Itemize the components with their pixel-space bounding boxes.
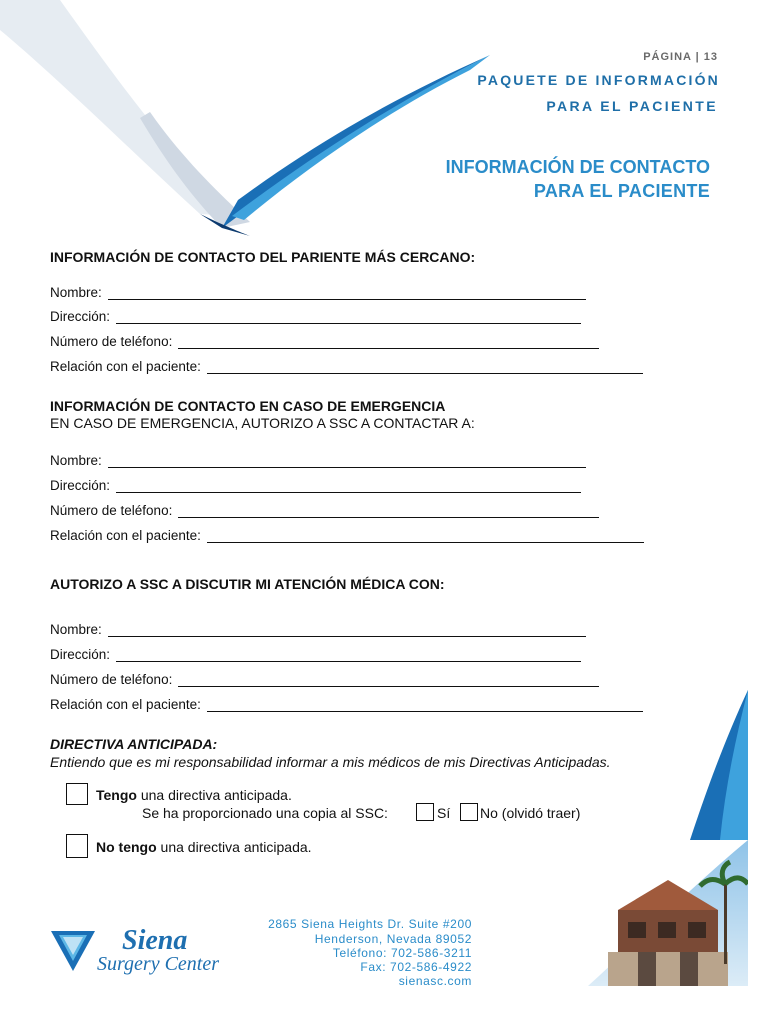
- copy-no-checkbox[interactable]: [460, 803, 478, 821]
- siena-logo-icon: [49, 925, 99, 975]
- no-directive-bold: No tengo: [96, 839, 157, 855]
- emergency-phone-label: Número de teléfono:: [50, 503, 173, 518]
- logo-name: Siena: [122, 925, 188, 956]
- advance-directive-heading: DIRECTIVA ANTICIPADA:: [50, 736, 218, 752]
- kin-relation-label: Relación con el paciente:: [50, 359, 201, 374]
- kin-address-label: Dirección:: [50, 309, 111, 324]
- advance-directive-statement: Entiendo que es mi responsabilidad informar a mis médicos de mis Directivas Anticipadas.: [50, 754, 611, 770]
- discuss-address-label: Dirección:: [50, 647, 111, 662]
- footer-website[interactable]: sienasc.com: [398, 974, 472, 988]
- kin-relation-field[interactable]: [207, 360, 643, 374]
- discuss-name-row: [50, 619, 586, 637]
- no-directive-checkbox[interactable]: [66, 834, 88, 858]
- have-directive-option: [96, 787, 292, 803]
- copy-provided-question: Se ha proporcionado una copia al SSC:: [142, 805, 388, 821]
- discuss-relation-field[interactable]: [207, 698, 643, 712]
- kin-phone-row: [50, 331, 599, 349]
- kin-relation-row: [50, 356, 643, 374]
- packet-title-line2: PARA EL PACIENTE: [546, 98, 718, 114]
- form-title-line1: INFORMACIÓN DE CONTACTO: [445, 157, 710, 177]
- emergency-name-label: Nombre:: [50, 453, 102, 468]
- discuss-address-field[interactable]: [116, 648, 581, 662]
- footer-address-line1: 2865 Siena Heights Dr. Suite #200: [268, 917, 472, 931]
- next-of-kin-heading: INFORMACIÓN DE CONTACTO DEL PARIENTE MÁS CERCANO:: [50, 249, 476, 265]
- kin-address-row: [50, 306, 581, 324]
- emergency-heading: INFORMACIÓN DE CONTACTO EN CASO DE EMERGENCIA: [50, 398, 446, 414]
- discuss-address-row: [50, 644, 581, 662]
- header-swoosh-graphic: [0, 0, 500, 240]
- emergency-relation-row: [50, 525, 644, 543]
- have-directive-text: una directiva anticipada.: [136, 787, 292, 803]
- copy-yes-checkbox[interactable]: [416, 803, 434, 821]
- kin-name-field[interactable]: [108, 286, 586, 300]
- kin-address-field[interactable]: [116, 310, 581, 324]
- footer-address-line2: Henderson, Nevada 89052: [314, 932, 472, 946]
- emergency-address-row: [50, 475, 581, 493]
- kin-phone-label: Número de teléfono:: [50, 334, 173, 349]
- footer-fax: Fax: 702-586-4922: [360, 960, 472, 974]
- copy-no-label: No (olvidó traer): [480, 805, 581, 821]
- kin-phone-field[interactable]: [178, 335, 599, 349]
- copy-yes-label: Sí: [437, 805, 451, 821]
- logo-subtitle: Surgery Center: [97, 953, 220, 975]
- footer-phone: Teléfono: 702-586-3211: [332, 946, 472, 960]
- page-number: PÁGINA | 13: [643, 51, 718, 63]
- no-directive-text: una directiva anticipada.: [156, 839, 312, 855]
- emergency-name-field[interactable]: [108, 454, 586, 468]
- emergency-phone-row: [50, 500, 599, 518]
- form-title-line2: PARA EL PACIENTE: [533, 181, 710, 201]
- emergency-address-field[interactable]: [116, 479, 581, 493]
- emergency-relation-field[interactable]: [207, 529, 644, 543]
- kin-name-row: [50, 282, 586, 300]
- have-directive-bold: Tengo: [96, 787, 137, 803]
- discuss-name-field[interactable]: [108, 623, 586, 637]
- emergency-relation-label: Relación con el paciente:: [50, 528, 201, 543]
- building-photo: [588, 840, 748, 986]
- kin-name-label: Nombre:: [50, 285, 102, 300]
- emergency-address-label: Dirección:: [50, 478, 111, 493]
- no-directive-option: [96, 839, 312, 855]
- discuss-relation-row: [50, 694, 643, 712]
- emergency-subheading: EN CASO DE EMERGENCIA, AUTORIZO A SSC A CONTACTAR A:: [50, 415, 475, 431]
- emergency-name-row: [50, 450, 586, 468]
- discuss-phone-field[interactable]: [178, 673, 599, 687]
- packet-title-line1: PAQUETE DE INFORMACIÓN: [477, 72, 720, 88]
- discuss-name-label: Nombre:: [50, 622, 102, 637]
- emergency-phone-field[interactable]: [178, 504, 599, 518]
- discuss-relation-label: Relación con el paciente:: [50, 697, 201, 712]
- discuss-care-heading: AUTORIZO A SSC A DISCUTIR MI ATENCIÓN MÉDICA CON:: [50, 576, 445, 592]
- have-directive-checkbox[interactable]: [66, 783, 88, 805]
- discuss-phone-row: [50, 669, 599, 687]
- discuss-phone-label: Número de teléfono:: [50, 672, 173, 687]
